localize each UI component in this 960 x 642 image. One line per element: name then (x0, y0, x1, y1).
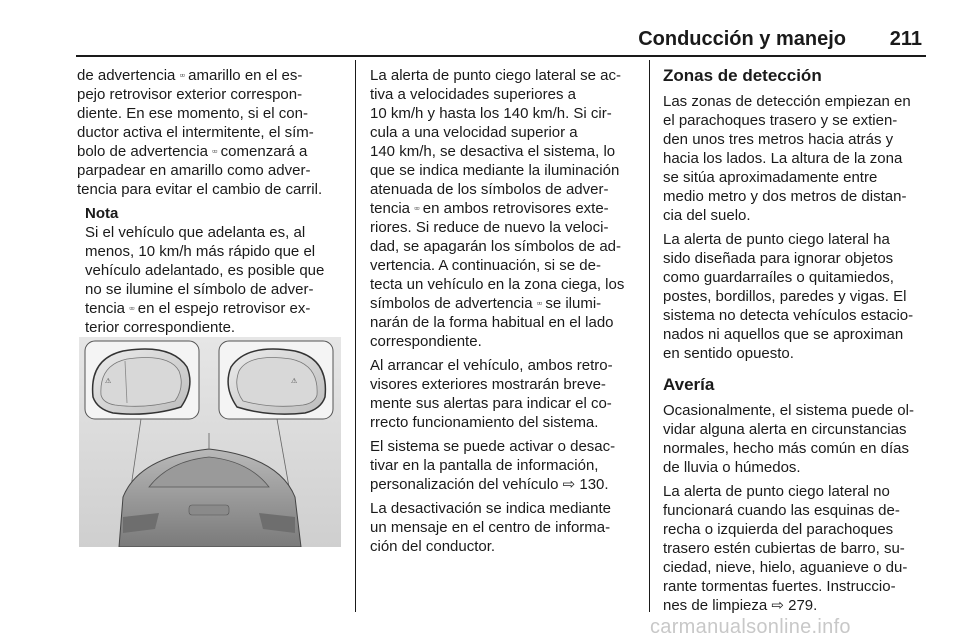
text-line: un mensaje en el centro de informa- (370, 519, 611, 536)
paragraph (370, 356, 634, 432)
column-divider-left (355, 60, 356, 612)
text-line: bolo de advertencia ▫▫ comenzará a (77, 143, 308, 160)
text-line: Al arrancar el vehículo, ambos retro- (370, 357, 613, 374)
watermark: carmanualsonline.info (650, 616, 851, 638)
warning-icon: ⚠ (291, 377, 298, 385)
warning-icon: ⚠ (105, 377, 112, 385)
blind-spot-warning-icon: ▫▫ (212, 146, 217, 156)
text-line: atenuada de los símbolos de adver- (370, 181, 609, 198)
text-line: postes, bordillos, paredes y vigas. El (663, 288, 907, 305)
blind-spot-illustration (79, 337, 341, 547)
text-line: pejo retrovisor exterior correspon- (77, 86, 303, 103)
blind-spot-warning-icon: ▫▫ (129, 303, 134, 313)
text-line: La alerta de punto ciego lateral ha (663, 231, 890, 248)
text-line: El sistema se puede activar o desac- (370, 438, 616, 455)
text-line: nes de limpieza ⇨ 279. (663, 597, 818, 614)
text-line: tiva a velocidades superiores a (370, 86, 576, 103)
text-line: tivar en la pantalla de información, (370, 457, 599, 474)
note-text (85, 223, 343, 337)
paragraph (663, 230, 927, 363)
column-1 (77, 66, 343, 342)
text-line: ductor activa el intermitente, el sím- (77, 124, 314, 141)
text-line: visores exteriores mostrarán breve- (370, 376, 606, 393)
text-line: Las zonas de detección empiezan en (663, 93, 911, 110)
text-line: funcionará cuando las esquinas de- (663, 502, 900, 519)
text-line: personalización del vehículo ⇨ 130. (370, 476, 609, 493)
page-number: 211 (889, 28, 922, 50)
paragraph (370, 437, 634, 494)
text-line: medio metro y dos metros de distan- (663, 188, 907, 205)
paragraph (663, 401, 927, 477)
text-line: símbolos de advertencia ▫▫ se ilumi- (370, 295, 602, 312)
text-line: sistema no detecta vehículos estacio- (663, 307, 914, 324)
text-line: de advertencia ▫▫ amarillo en el es- (77, 67, 303, 84)
text-line: diente. En ese momento, si el con- (77, 105, 308, 122)
text-line: rrecto funcionamiento del sistema. (370, 414, 599, 431)
blind-spot-warning-icon: ▫▫ (179, 70, 184, 80)
header-title: Conducción y manejo (638, 28, 846, 50)
text-line: el parachoques trasero y se extien- (663, 112, 898, 129)
text-line: en sentido opuesto. (663, 345, 794, 362)
text-line: se sitúa aproximadamente entre (663, 169, 878, 186)
text-line: La desactivación se indica mediante (370, 500, 611, 517)
text-line: como guardarraíles o quitamiedos, (663, 269, 894, 286)
text-line: tecta un vehículo en la zona ciega, los (370, 276, 625, 293)
text-line: hacia los lados. La altura de la zona (663, 150, 903, 167)
blind-spot-warning-icon: ▫▫ (414, 203, 419, 213)
section-heading-fault: Avería (663, 375, 715, 394)
paragraph (370, 499, 634, 556)
column-divider-right (649, 60, 650, 612)
note-title: Nota (85, 205, 119, 222)
text-line: 140 km/h, se desactiva el sistema, lo (370, 143, 616, 160)
section-heading-detection-zones: Zonas de detección (663, 66, 822, 85)
mirror-car-image (79, 337, 341, 547)
text-line: sido diseñada para ignorar objetos (663, 250, 894, 267)
text-line: vertencia. A continuación, si se de- (370, 257, 601, 274)
text-line: ción del conductor. (370, 538, 496, 555)
text-line: trasero estén cubiertas de barro, su- (663, 540, 905, 557)
text-line: de lluvia o húmedos. (663, 459, 801, 476)
note (85, 204, 343, 337)
text-line: parpadear en amarillo como adver- (77, 162, 311, 179)
text-line: tencia ▫▫ en el espejo retrovisor ex- (85, 300, 311, 317)
text-line: recha o izquierda del parachoques (663, 521, 894, 538)
blind-spot-warning-icon: ▫▫ (536, 298, 542, 308)
column-2 (370, 66, 634, 561)
header-rule (76, 55, 926, 57)
text-line: ciedad, nieve, hielo, aguanieve o du- (663, 559, 908, 576)
text-line: cula a una velocidad superior a (370, 124, 578, 141)
paragraph (663, 92, 927, 225)
text-line: cia del suelo. (663, 207, 751, 224)
text-line: La alerta de punto ciego lateral no (663, 483, 890, 500)
text-line: terior correspondiente. (85, 319, 236, 336)
text-line: den unos tres metros hacia atrás y (663, 131, 894, 148)
text-line: tencia ▫▫ en ambos retrovisores exte- (370, 200, 609, 217)
text-line: tencia para evitar el cambio de carril. (77, 181, 323, 198)
text-line: Ocasionalmente, el sistema puede ol- (663, 402, 914, 419)
paragraph (370, 66, 634, 351)
text-line: menos, 10 km/h más rápido que el (85, 243, 316, 260)
paragraph (663, 482, 927, 615)
text-line: riores. Si reduce de nuevo la veloci- (370, 219, 609, 236)
text-line: vidar alguna alerta en circunstancias (663, 421, 907, 438)
page-header (76, 24, 926, 52)
text-line: nados ni aquellos que se aproximan (663, 326, 904, 343)
text-line: no se ilumine el símbolo de adver- (85, 281, 314, 298)
text-line: 10 km/h y hasta los 140 km/h. Si cir- (370, 105, 612, 122)
text-line: normales, hecho más común en días (663, 440, 909, 457)
paragraph (77, 66, 343, 199)
text-line: dad, se apagarán los símbolos de ad- (370, 238, 621, 255)
text-line: rante tormentas fuertes. Instruccio- (663, 578, 896, 595)
text-line: La alerta de punto ciego lateral se ac- (370, 67, 621, 84)
text-line: Si el vehículo que adelanta es, al (85, 224, 306, 241)
text-line: correspondiente. (370, 333, 482, 350)
text-line: narán de la forma habitual en el lado (370, 314, 614, 331)
text-line: mente sus alertas para indicar el co- (370, 395, 612, 412)
text-line: vehículo adelantado, es posible que (85, 262, 325, 279)
column-3 (663, 66, 927, 620)
text-line: que se indica mediante la iluminación (370, 162, 620, 179)
